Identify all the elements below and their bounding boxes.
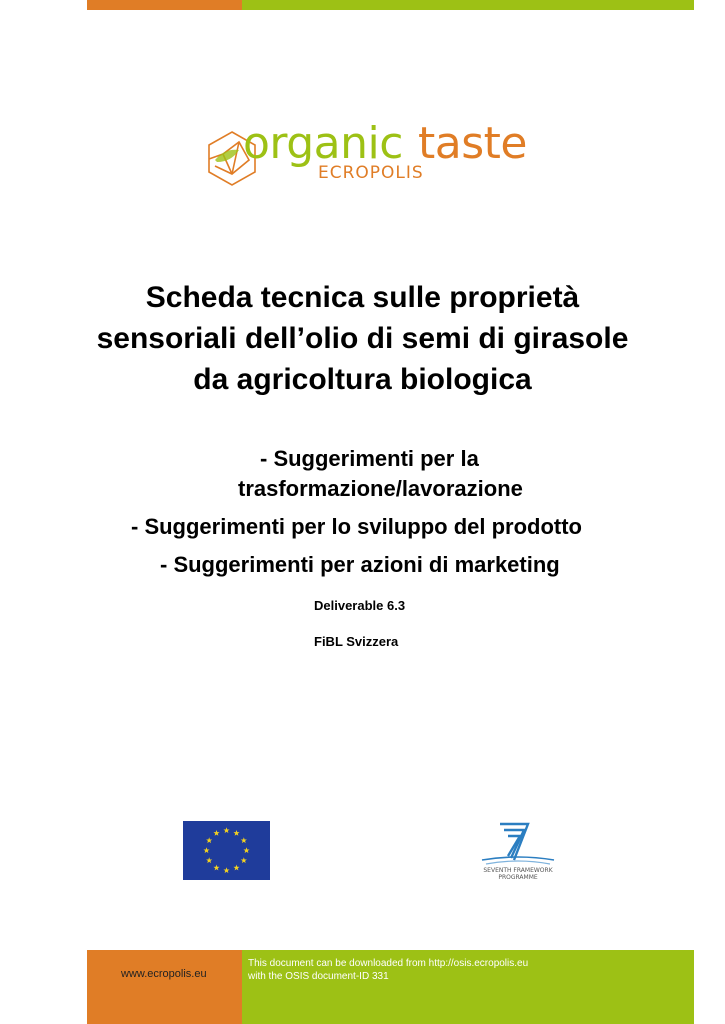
logo-word-taste: taste (418, 118, 527, 169)
footer-download-note (248, 957, 528, 983)
logo-subtitle: ECROPOLIS (318, 163, 424, 183)
footer-right-panel (242, 950, 694, 1024)
bullet-item-2: - Suggerimenti per lo sviluppo del prodotto (131, 514, 582, 539)
title-line-3: da agricoltura biologica (193, 363, 532, 396)
bullet-item-1-line-2: trasformazione/lavorazione (238, 476, 523, 501)
organization-label: FiBL Svizzera (314, 634, 399, 649)
document-title (60, 277, 665, 400)
logo-word-organic: organic (243, 118, 403, 169)
eu-flag-icon (183, 821, 270, 880)
footer-note-line-2: with the OSIS document-ID 331 (248, 971, 389, 982)
bullet-item-3: - Suggerimenti per azioni di marketing (160, 552, 560, 577)
footer-left-panel (87, 950, 242, 1024)
title-line-2: sensoriali dell’olio di semi di girasole (96, 322, 629, 355)
fp7-text-line-2: PROGRAMME (498, 874, 538, 880)
title-line-1: Scheda tecnica sulle proprietà (145, 281, 580, 314)
seventh-framework-programme-icon (478, 820, 558, 880)
top-bar-green (242, 0, 694, 10)
deliverable-label: Deliverable 6.3 (314, 598, 406, 613)
footer-note-line-1: This document can be downloaded from http://osis.ecropolis.eu (248, 958, 529, 969)
top-bar-orange (87, 0, 242, 10)
organic-taste-logo (205, 120, 535, 195)
footer-website-link[interactable]: www.ecropolis.eu (121, 968, 207, 980)
bullet-item-1-line-1: - Suggerimenti per la (260, 446, 479, 471)
fp7-text-line-1: SEVENTH FRAMEWORK (483, 867, 553, 874)
